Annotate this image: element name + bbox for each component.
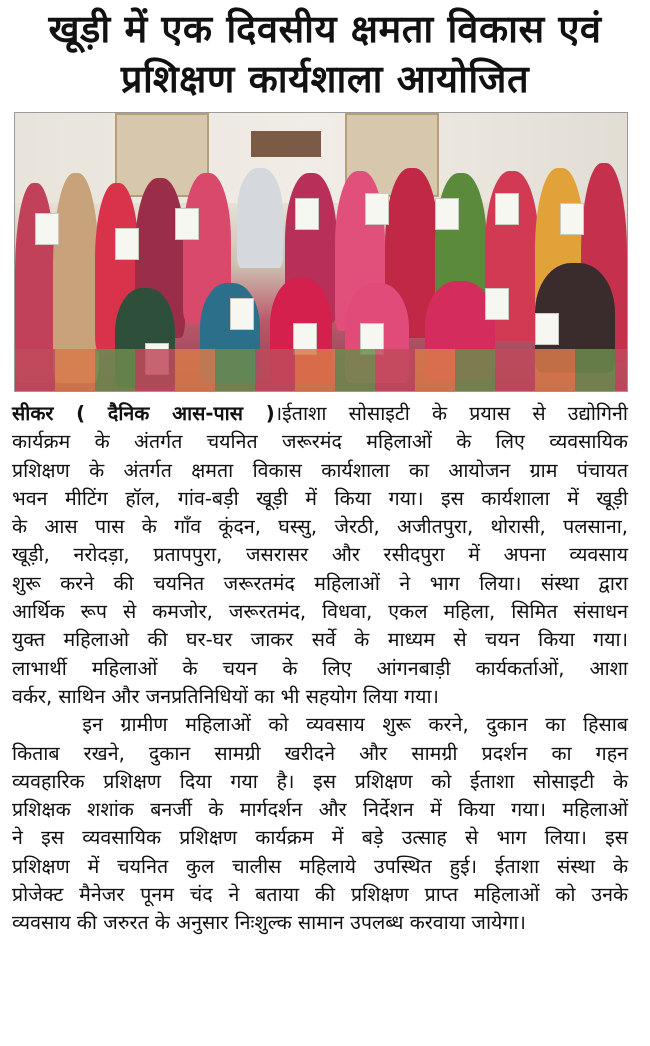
article-line: सीकर ( दैनिक आस-पास )।ईताशा सोसाइटी के प्रयास से उद्योगिनी bbox=[12, 402, 628, 425]
photo-certificate bbox=[365, 193, 389, 225]
headline-line-1: खूड़ी में एक दिवसीय क्षमता विकास एवं bbox=[48, 7, 602, 51]
article-line: प्रशिक्षक शशांक बनर्जी के मार्गदर्शन और निर्देशन में किया गया। महिलाओं bbox=[12, 798, 628, 822]
news-photo bbox=[14, 112, 628, 392]
photo-certificate bbox=[495, 193, 519, 225]
article-line: आर्थिक रूप से कमजोर, जरूरतमंद, विधवा, एकल महिला, सिमित संसाधन bbox=[12, 600, 628, 624]
photo-certificate bbox=[560, 203, 584, 235]
article-line: भवन मीटिंग हॉल, गांव-बड़ी खूड़ी में किया गया। इस कार्यशाला में खूड़ी bbox=[12, 486, 628, 510]
photo-banner bbox=[251, 131, 321, 157]
headline bbox=[0, 4, 650, 104]
article-line: व्यवहारिक प्रशिक्षण दिया गया है। इस प्रशिक्षण को ईताशा सोसाइटी के bbox=[12, 769, 628, 793]
article-line: प्रोजेक्ट मैनेजर पूनम चंद ने बताया की प्रशिक्षण प्राप्त महिलाओं को उनके bbox=[12, 883, 628, 907]
article-line: युक्त महिलाओ की घर-घर जाकर सर्वे के माध्यम से चयन किया गया। bbox=[12, 628, 628, 652]
photo-certificate bbox=[35, 213, 59, 245]
article-line: व्यवसाय की जरुरत के अनुसार निःशुल्क सामान उपलब्ध करवाया जायेगा। bbox=[12, 911, 526, 935]
article-line: के आस पास के गाँव कूंदन, घस्सु, जेरठी, अजीतपुरा, थोरासी, पलसाना, bbox=[12, 515, 628, 539]
article-line: कार्यक्रम के अंतर्गत चयनित जरूरमंद महिलाओं के लिए व्यवसायिक bbox=[12, 430, 628, 454]
article-line: किताब रखने, दुकान सामग्री खरीदने और सामग्री प्रदर्शन का गहन bbox=[12, 741, 628, 765]
article-body bbox=[12, 400, 628, 938]
photo-certificate bbox=[115, 228, 139, 260]
photo-certificate bbox=[485, 288, 509, 320]
article-line: लाभार्थी महिलाओं के चयन के लिए आंगनबाड़ी कार्यकर्ताओं, आशा bbox=[12, 656, 628, 680]
photo-certificate bbox=[535, 313, 559, 345]
photo-certificate bbox=[230, 298, 254, 330]
article-line: शुरू करने की चयनित जरूरतमंद महिलाओं ने भाग लिया। संस्था द्वारा bbox=[12, 571, 628, 595]
photo-floor-mat bbox=[15, 349, 627, 391]
article-line: प्रशिक्षण के अंतर्गत क्षमता विकास कार्यशाला का आयोजन ग्राम पंचायत bbox=[12, 458, 628, 482]
article-dateline: सीकर ( दैनिक आस-पास ) bbox=[12, 402, 275, 425]
article-line: खूड़ी, नरोदड़ा, प्रतापपुरा, जसरासर और रसीदपुरा में अपना व्यवसाय bbox=[12, 543, 628, 567]
photo-certificate bbox=[175, 208, 199, 240]
article-line: इन ग्रामीण महिलाओं को व्यवसाय शुरू करने, दुकान का हिसाब bbox=[12, 713, 628, 737]
article-line: ने इस व्यवसायिक प्रशिक्षण कार्यक्रम में बड़े उत्साह से भाग लिया। इस bbox=[12, 826, 628, 850]
article-line: प्रशिक्षण में चयनित कुल चालीस महिलाये उपस्थित हुई। ईताशा संस्था के bbox=[12, 854, 628, 878]
article-line: वर्कर, साथिन और जनप्रतिनिधियों का भी सहयोग लिया गया। bbox=[12, 684, 439, 708]
photo-person bbox=[237, 168, 283, 268]
photo-certificate bbox=[435, 198, 459, 230]
photo-certificate bbox=[295, 198, 319, 230]
headline-line-2: प्रशिक्षण कार्यशाला आयोजित bbox=[120, 57, 530, 101]
